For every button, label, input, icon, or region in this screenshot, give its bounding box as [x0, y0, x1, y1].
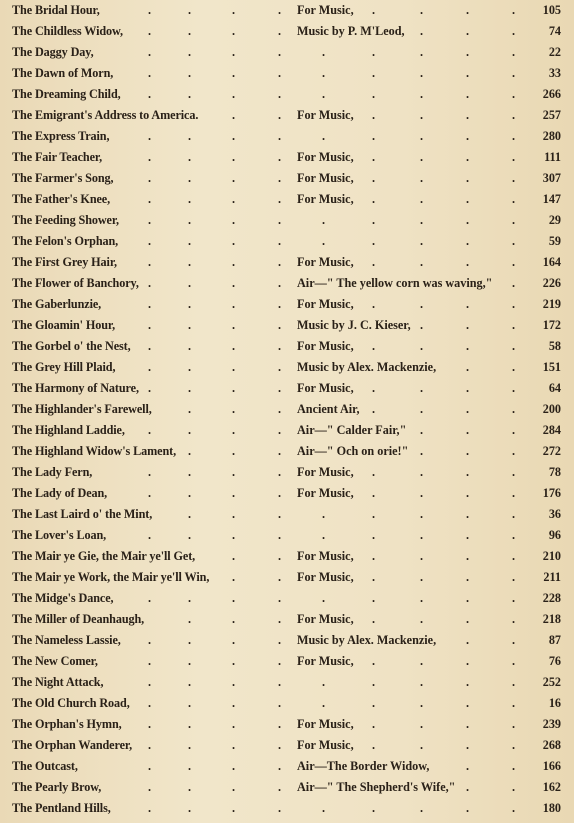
dot-leader: . . . . . . . .	[148, 3, 516, 17]
dot-leader: . . . . . . . .	[148, 171, 516, 185]
entry-note: For Music,	[297, 738, 354, 752]
dot-leader: . . . . . . . . .	[148, 234, 516, 248]
index-entry	[0, 798, 574, 819]
dot-leader: . . . . . . .	[188, 402, 516, 416]
dot-leader: . . . . . . . . .	[148, 213, 516, 227]
index-entry	[0, 756, 574, 777]
dot-leader: . . . . . . . . .	[148, 129, 516, 143]
entry-title: The Grey Hill Plaid,	[12, 360, 116, 374]
entry-title: The Mair ye Gie, the Mair ye'll Get,	[12, 549, 196, 563]
entry-page-number: 76	[548, 654, 561, 668]
entry-title: The Old Church Road,	[12, 696, 130, 710]
index-entry	[0, 231, 574, 252]
entry-page-number: 211	[543, 570, 561, 584]
index-entry	[0, 525, 574, 546]
entry-title: The Lady Fern,	[12, 465, 93, 479]
index-entry	[0, 189, 574, 210]
index-entry	[0, 441, 574, 462]
dot-leader: . . . . . . . .	[148, 465, 516, 479]
entry-title: The Bridal Hour,	[12, 3, 100, 17]
entry-note: For Music,	[297, 3, 354, 17]
dot-leader: . . . . . .	[188, 444, 516, 458]
dot-leader: . . . . . . . .	[148, 717, 516, 731]
entry-note: For Music,	[297, 381, 354, 395]
index-entry	[0, 273, 574, 294]
entry-title: The Highland Widow's Lament,	[12, 444, 177, 458]
entry-page-number: 162	[542, 780, 561, 794]
dot-leader: . . . . . .	[232, 549, 516, 563]
entry-page-number: 172	[542, 318, 561, 332]
index-entry	[0, 735, 574, 756]
entry-note: For Music,	[297, 150, 354, 164]
entry-title: The Pearly Brow,	[12, 780, 102, 794]
entry-title: The Nameless Lassie,	[12, 633, 121, 647]
entry-page-number: 36	[548, 507, 561, 521]
entry-page-number: 64	[548, 381, 561, 395]
index-entry	[0, 21, 574, 42]
index-entry	[0, 609, 574, 630]
index-entry	[0, 252, 574, 273]
dot-leader: . . . . . . .	[148, 318, 516, 332]
entry-page-number: 239	[542, 717, 561, 731]
dot-leader: . . . . . . . . .	[148, 675, 516, 689]
dot-leader: . . . . . . .	[188, 612, 516, 626]
dot-leader: . . . . . . . . .	[148, 87, 516, 101]
index-entry	[0, 672, 574, 693]
entry-page-number: 16	[548, 696, 561, 710]
entry-title: The Fair Teacher,	[12, 150, 103, 164]
entry-title: The Miller of Deanhaugh,	[12, 612, 145, 626]
entry-title: The Feeding Shower,	[12, 213, 120, 227]
entry-note: For Music,	[297, 612, 354, 626]
dot-leader: . . . . . . .	[148, 423, 516, 437]
entry-note: For Music,	[297, 255, 354, 269]
index-entry	[0, 567, 574, 588]
dot-leader: . . . . . . . .	[148, 150, 516, 164]
dot-leader: . . . . . .	[232, 108, 516, 122]
entry-note: Air—" The Shepherd's Wife,"	[297, 780, 456, 794]
index-entry	[0, 777, 574, 798]
entry-title: The Flower of Banchory,	[12, 276, 139, 290]
dot-leader: . . . . . .	[148, 759, 516, 773]
entry-note: For Music,	[297, 486, 354, 500]
dot-leader: . . . . . . . .	[148, 486, 516, 500]
entry-page-number: 58	[548, 339, 561, 353]
entry-page-number: 268	[542, 738, 561, 752]
entry-title: The Felon's Orphan,	[12, 234, 119, 248]
entry-note: For Music,	[297, 465, 354, 479]
entry-title: The Mair ye Work, the Mair ye'll Win,	[12, 570, 210, 584]
entry-page-number: 218	[542, 612, 561, 626]
entry-note: Air—" The yellow corn was waving,"	[297, 276, 493, 290]
entry-title: The Night Attack,	[12, 675, 104, 689]
index-entry	[0, 483, 574, 504]
index-entry	[0, 126, 574, 147]
dot-leader: . . . . . . .	[148, 24, 516, 38]
entry-page-number: 307	[542, 171, 561, 185]
entry-note: For Music,	[297, 654, 354, 668]
entry-title: The Highland Laddie,	[12, 423, 125, 437]
entry-note: Music by P. M'Leod,	[297, 24, 405, 38]
entry-page-number: 164	[542, 255, 561, 269]
entry-title: The Dawn of Morn,	[12, 66, 114, 80]
dot-leader: . . . . . . . .	[148, 297, 516, 311]
entry-page-number: 147	[542, 192, 561, 206]
index-entry	[0, 336, 574, 357]
index-entry	[0, 651, 574, 672]
entry-page-number: 176	[542, 486, 561, 500]
dot-leader: . . . . . . . .	[148, 339, 516, 353]
entry-page-number: 266	[542, 87, 561, 101]
entry-page-number: 33	[548, 66, 561, 80]
dot-leader: . . . . . .	[148, 633, 516, 647]
index-entry	[0, 105, 574, 126]
entry-note: For Music,	[297, 570, 354, 584]
entry-title: The Orphan Wanderer,	[12, 738, 133, 752]
dot-leader: . . . . .	[148, 276, 516, 290]
index-entry	[0, 693, 574, 714]
entry-page-number: 226	[542, 276, 561, 290]
dot-leader: . . . . . . . .	[188, 507, 516, 521]
entry-page-number: 29	[548, 213, 561, 227]
entry-page-number: 219	[542, 297, 561, 311]
entry-page-number: 151	[542, 360, 561, 374]
entry-title: The Childless Widow,	[12, 24, 124, 38]
entry-note: Music by Alex. Mackenzie,	[297, 633, 437, 647]
dot-leader: . . . . . . . . .	[148, 696, 516, 710]
index-entry	[0, 84, 574, 105]
dot-leader: . . . . . . . .	[148, 192, 516, 206]
dot-leader: . . . . . . . . .	[148, 591, 516, 605]
entry-title: The Midge's Dance,	[12, 591, 114, 605]
entry-title: The Outcast,	[12, 759, 78, 773]
dot-leader: . . . . . . . . .	[148, 66, 516, 80]
entry-title: The Father's Knee,	[12, 192, 111, 206]
entry-title: The Last Laird o' the Mint,	[12, 507, 153, 521]
entry-note: For Music,	[297, 297, 354, 311]
dot-leader: . . . . . .	[148, 780, 516, 794]
entry-title: The Highlander's Farewell,	[12, 402, 152, 416]
entry-page-number: 96	[548, 528, 561, 542]
entry-note: Ancient Air,	[297, 402, 360, 416]
entry-page-number: 210	[542, 549, 561, 563]
entry-title: The Harmony of Nature,	[12, 381, 139, 395]
entry-note: For Music,	[297, 171, 354, 185]
index-entry	[0, 63, 574, 84]
index-entry	[0, 546, 574, 567]
entry-page-number: 284	[542, 423, 561, 437]
entry-title: The Emigrant's Address to America.	[12, 108, 199, 122]
entry-title: The Lover's Loan,	[12, 528, 107, 542]
entry-title: The Daggy Day,	[12, 45, 94, 59]
index-entry	[0, 462, 574, 483]
dot-leader: . . . . . . . .	[148, 255, 516, 269]
index-entry	[0, 42, 574, 63]
entry-page-number: 280	[542, 129, 561, 143]
entry-page-number: 200	[542, 402, 561, 416]
entry-title: The New Comer,	[12, 654, 98, 668]
entry-title: The Express Train,	[12, 129, 110, 143]
entry-note: For Music,	[297, 549, 354, 563]
entry-note: Music by Alex. Mackenzie,	[297, 360, 437, 374]
dot-leader: . . . . . . . . .	[148, 528, 516, 542]
entry-page-number: 78	[548, 465, 561, 479]
dot-leader: . . . . . .	[232, 570, 516, 584]
entry-title: The Lady of Dean,	[12, 486, 108, 500]
entry-title: The Orphan's Hymn,	[12, 717, 122, 731]
entry-page-number: 59	[548, 234, 561, 248]
entry-note: For Music,	[297, 108, 354, 122]
dot-leader: . . . . . . . .	[148, 381, 516, 395]
entry-page-number: 105	[542, 3, 561, 17]
index-entry	[0, 588, 574, 609]
entry-note: Air—" Calder Fair,"	[297, 423, 407, 437]
dot-leader: . . . . . . . .	[148, 654, 516, 668]
entry-note: Music by J. C. Kieser,	[297, 318, 411, 332]
entry-title: The Pentland Hills,	[12, 801, 111, 815]
entry-page-number: 87	[548, 633, 561, 647]
index-entry	[0, 714, 574, 735]
entry-note: For Music,	[297, 717, 354, 731]
index-entry	[0, 0, 574, 21]
entry-page-number: 180	[542, 801, 561, 815]
entry-title: The Farmer's Song,	[12, 171, 114, 185]
entry-title: The First Grey Hair,	[12, 255, 117, 269]
entry-page-number: 252	[542, 675, 561, 689]
index-entry	[0, 315, 574, 336]
entry-note: Air—The Border Widow,	[297, 759, 430, 773]
index-entry	[0, 294, 574, 315]
index-entry	[0, 630, 574, 651]
dot-leader: . . . . . .	[148, 360, 516, 374]
dot-leader: . . . . . . . . .	[148, 801, 516, 815]
entry-page-number: 111	[544, 150, 561, 164]
index-entry	[0, 504, 574, 525]
dot-leader: . . . . . . . .	[148, 738, 516, 752]
index-entry	[0, 147, 574, 168]
entry-page-number: 228	[542, 591, 561, 605]
entry-note: Air—" Och on orie!"	[297, 444, 409, 458]
entry-page-number: 166	[542, 759, 561, 773]
index-entry	[0, 378, 574, 399]
index-entry	[0, 420, 574, 441]
index-entry	[0, 399, 574, 420]
entry-note: For Music,	[297, 339, 354, 353]
entry-page-number: 272	[542, 444, 561, 458]
entry-page-number: 22	[548, 45, 561, 59]
entry-title: The Gaberlunzie,	[12, 297, 102, 311]
entry-title: The Gloamin' Hour,	[12, 318, 116, 332]
entry-title: The Gorbel o' the Nest,	[12, 339, 131, 353]
entry-page-number: 74	[548, 24, 561, 38]
index-entry	[0, 168, 574, 189]
entry-title: The Dreaming Child,	[12, 87, 121, 101]
entry-note: For Music,	[297, 192, 354, 206]
index-entry	[0, 357, 574, 378]
entry-page-number: 257	[542, 108, 561, 122]
dot-leader: . . . . . . . . .	[148, 45, 516, 59]
index-entry	[0, 210, 574, 231]
